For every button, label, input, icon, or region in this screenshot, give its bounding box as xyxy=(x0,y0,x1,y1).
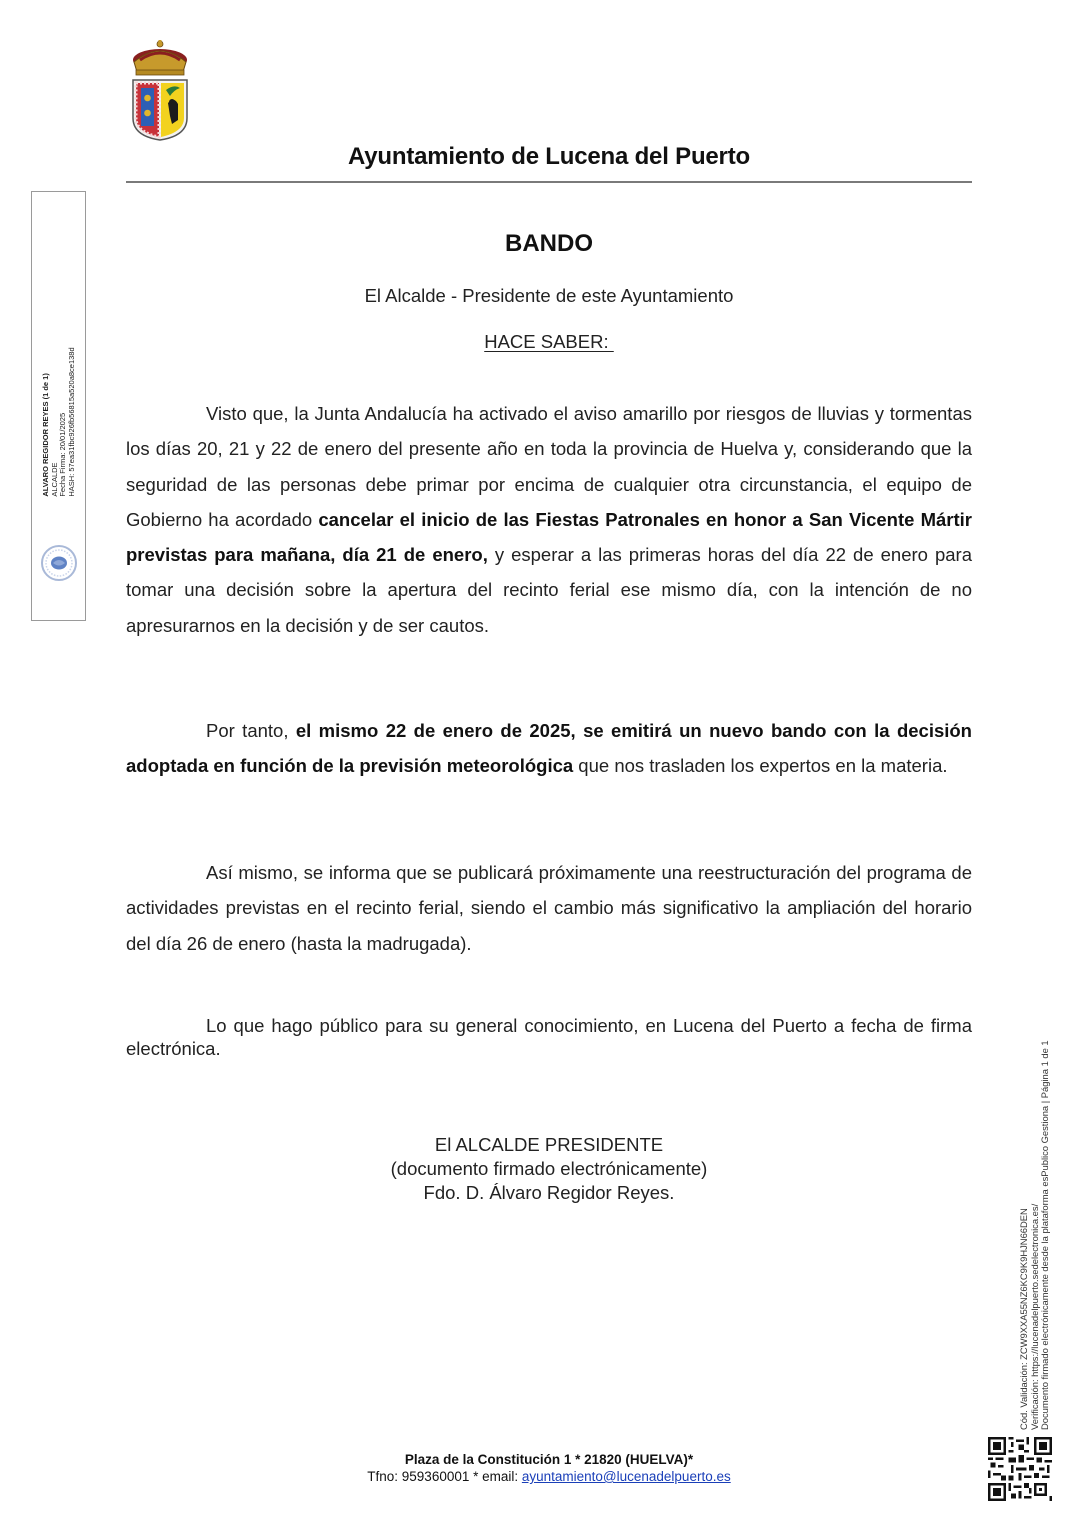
paragraph-1 xyxy=(126,396,972,643)
page-footer xyxy=(126,1451,972,1485)
verification-url[interactable]: Verificación: https://lucenadelpuerto.sedelectronica.es/ xyxy=(1028,1203,1040,1430)
signature-date: Fecha Firma: 20/01/2025 xyxy=(58,412,67,497)
paragraph-1-text-b: y esperar a las primeras horas del día 22 de enero para tomar una decisión sobre la apertura del recinto ferial ese mismo día, con la intención de no apresurarnos en la decisión y de ser cautos. xyxy=(126,544,972,636)
document-subtitle: El Alcalde - Presidente de este Ayuntamiento xyxy=(364,285,734,306)
seal-icon xyxy=(40,544,78,582)
closing-signature xyxy=(126,1133,972,1205)
qr-code-icon xyxy=(988,1437,1052,1501)
closing-signer: Fdo. D. Álvaro Regidor Reyes. xyxy=(423,1182,675,1203)
signer-name: ALVARO REGIDOR REYES (1 de 1) xyxy=(40,373,50,497)
paragraph-3 xyxy=(126,855,972,961)
signer-role: ALCALDE xyxy=(49,462,59,497)
validation-info xyxy=(1015,960,1055,1430)
validation-code: Cód. Validación: ZCW9XXA55NZ6KC9K9HJN66DEN xyxy=(1018,1208,1030,1430)
page-header-title: Ayuntamiento de Lucena del Puerto xyxy=(348,143,750,170)
signature-info xyxy=(36,322,82,522)
header-divider xyxy=(126,181,972,183)
paragraph-4 xyxy=(126,1014,972,1060)
document-title: BANDO xyxy=(505,230,593,257)
paragraph-2-text-b: que nos trasladen los expertos en la materia. xyxy=(573,755,948,777)
signature-hash: HASH: 57ea31fbc926fb56815a520a8ce138d xyxy=(66,347,76,497)
footer-contact xyxy=(126,1468,972,1485)
coat-of-arms-logo xyxy=(128,38,192,142)
hace-saber-heading xyxy=(126,331,972,353)
paragraph-3-text: Así mismo, se informa que se publicará próximamente una reestructuración del programa de actividades previstas en el recinto ferial, siendo el cambio más significativo la ampliación del horario del día 26 de enero (hasta la madrugada). xyxy=(126,862,972,954)
footer-email-link[interactable]: ayuntamiento@lucenadelpuerto.es xyxy=(521,1469,731,1484)
closing-note: (documento firmado electrónicamente) xyxy=(390,1158,708,1179)
footer-address: Plaza de la Constitución 1 * 21820 (HUELVA)* xyxy=(404,1452,694,1467)
paragraph-2-text-a: Por tanto, xyxy=(206,720,296,741)
hace-saber-text: HACE SABER: xyxy=(484,331,614,352)
signature-stamp-box xyxy=(31,191,86,621)
paragraph-1-text-a: Visto que, la Junta Andalucía ha activado el aviso amarillo por riesgos de lluvias y tormentas los días 20, 21 y 22 de enero del presente año en toda la provincia de Huelva y, considerando que la seguridad de las personas debe primar por encima de cualquier otra circunstancia, el equipo de Gobierno ha acordado xyxy=(126,403,972,530)
paragraph-2-bold: el mismo 22 de enero de 2025, se emitirá un nuevo bando con la decisión adoptada en función de la previsión meteorológica xyxy=(126,720,972,777)
paragraph-2 xyxy=(126,713,972,784)
platform-note: Documento firmado electrónicamente desde la plataforma esPublico Gestiona | Página 1 de 1 xyxy=(1039,1040,1051,1430)
footer-phone: Tfno: 959360001 * email: xyxy=(367,1469,522,1484)
paragraph-4-text: Lo que hago público para su general conocimiento, en Lucena del Puerto a fecha de firma electrónica. xyxy=(126,1015,972,1059)
closing-title: El ALCALDE PRESIDENTE xyxy=(434,1134,664,1155)
paragraph-1-bold: cancelar el inicio de las Fiestas Patronales en honor a San Vicente Mártir previstas para mañana, día 21 de enero, xyxy=(126,508,972,566)
